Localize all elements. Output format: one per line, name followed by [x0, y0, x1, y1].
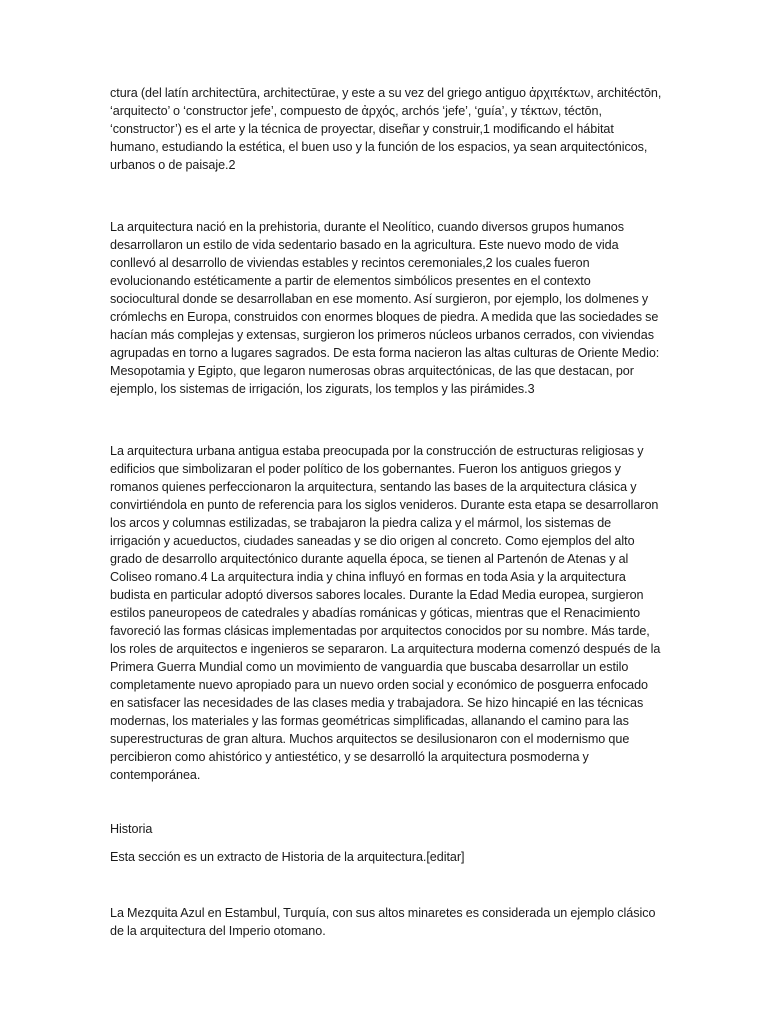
urban-architecture-paragraph: La arquitectura urbana antigua estaba preocupada por la construcción de estructuras religiosas y edificios que simbolizaran el poder político de los gobernantes. Fueron los antiguos griegos y romanos quienes perfeccionaron la arquitectura, sentando las bases de la arquitectura clásica y convirtiéndola en punto de referencia para los siglos venideros. Durante esta etapa se desarrollaron los arcos y columnas estilizadas, se trabajaron la piedra caliza y el mármol, los sistemas de irrigación y acueductos, ciudades saneadas y se dio origen al concreto. Como ejemplos del alto grado de desarrollo arquitectónico durante aquella época, se tienen al Partenón de Atenas y al Coliseo romano.4 La arquitectura india y china influyó en formas en toda Asia y la arquitectura budista en particular adoptó diversos sabores locales. Durante la Edad Media europea, surgieron estilos paneuropeos de catedrales y abadías románicas y góticas, mientras que el Renacimiento favoreció las formas clásicas implementadas por arquitectos conocidos por su nombre. Más tarde, los roles de arquitectos e ingenieros se separaron. La arquitectura moderna comenzó después de la Primera Guerra Mundial como un movimiento de vanguardia que buscaba desarrollar un estilo completamente nuevo apropiado para un nuevo orden social y económico de posguerra enfocado en satisfacer las necesidades de las clases media y trabajadora. Se hizo hincapié en las técnicas modernas, los materiales y las formas geométricas simplificadas, allanando el camino para las superestructuras de gran altura. Muchos arquitectos se desilusionaron con el modernismo que percibieron como ahistórico y antiestético, y se desarrolló la arquitectura posmoderna y contemporánea.	[110, 444, 661, 782]
image-caption: La Mezquita Azul en Estambul, Turquía, con sus altos minaretes es considerada un ejemplo clásico de la arquitectura del Imperio otomano.	[110, 906, 656, 938]
document-page	[110, 84, 662, 940]
intro-paragraph: ctura (del latín architectūra, architectūrae, y este a su vez del griego antiguo ἀρχιτέκτων, architéctōn, ‘arquitecto’ o ‘constructor jefe’, compuesto de ἀρχός, archós ‘jefe’, ‘guía’, y τέκτων, téctōn, ‘constructor’) es el arte y la técnica de proyectar, diseñar y construir,1 modificando el hábitat humano, estudiando la estética, el buen uso y la función de los espacios, ya sean arquitectónicos, urbanos o de paisaje.2	[110, 86, 662, 172]
excerpt-note: Esta sección es un extracto de Historia de la arquitectura.[editar]	[110, 850, 465, 864]
history-heading: Historia	[110, 822, 153, 836]
prehistory-paragraph: La arquitectura nació en la prehistoria, durante el Neolítico, cuando diversos grupos humanos desarrollaron un estilo de vida sedentario basado en la agricultura. Este nuevo modo de vida conllevó al desarrollo de viviendas estables y recintos ceremoniales,2 los cuales fueron evolucionando estéticamente a partir de elementos simbólicos presentes en el contexto sociocultural donde se desarrollaban en ese momento. Así surgieron, por ejemplo, los dolmenes y crómlechs en Europa, construidos con enormes bloques de piedra. A medida que las sociedades se hacían más complejas y extensas, surgieron los primeros núcleos urbanos cerrados, con viviendas agrupadas en torno a lugares sagrados. De esta forma nacieron las altas culturas de Oriente Medio: Mesopotamia y Egipto, que legaron numerosas obras arquitectónicas, de las que destacan, por ejemplo, los sistemas de irrigación, los zigurats, los templos y las pirámides.3	[110, 220, 660, 396]
